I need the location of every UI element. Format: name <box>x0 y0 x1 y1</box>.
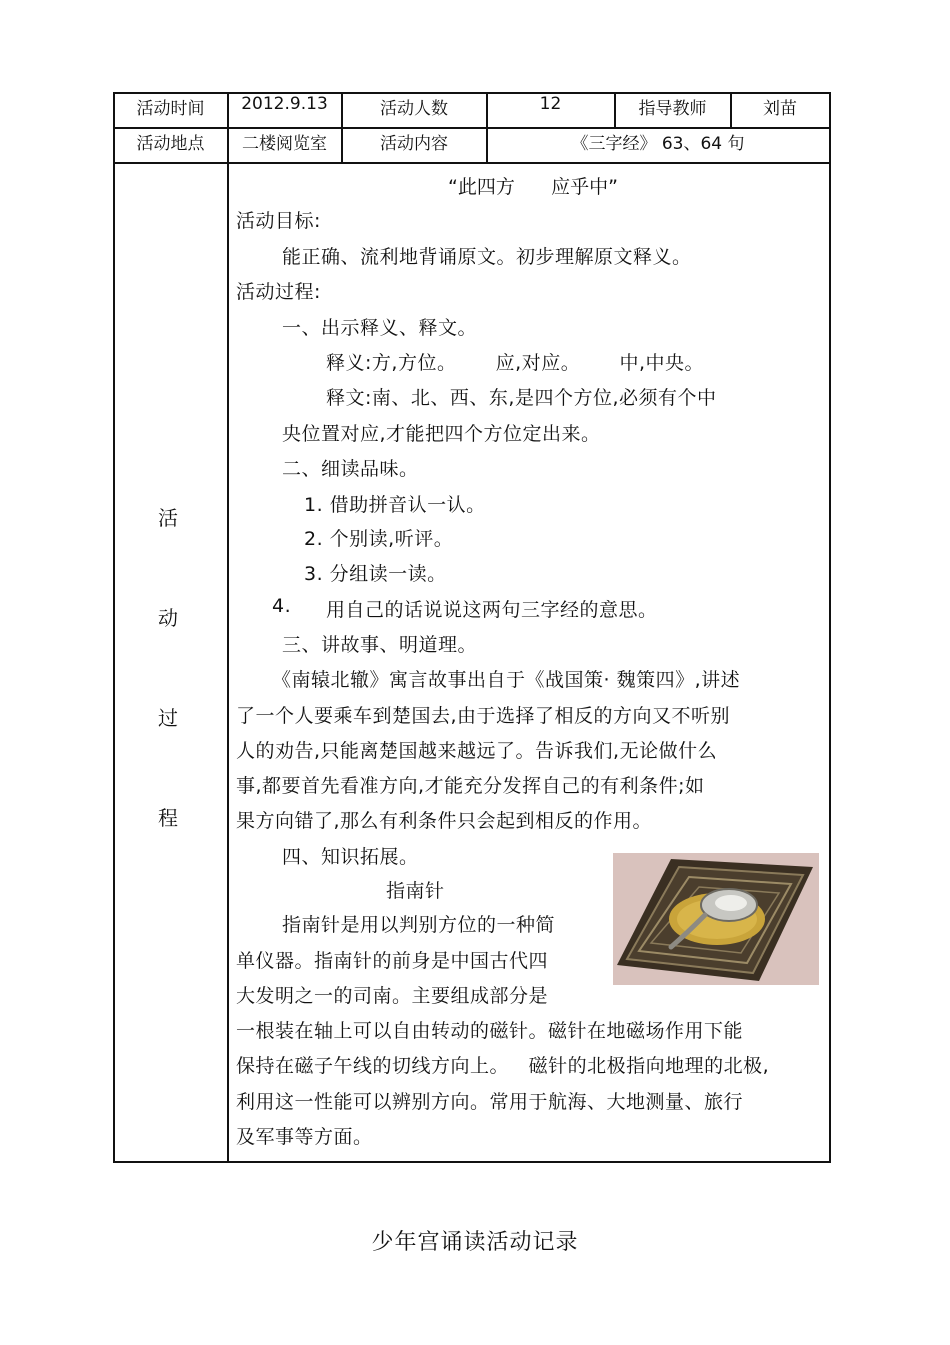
compass-line-5: 保持在磁子午线的切线方向上。 磁针的北极指向地理的北极, <box>236 1055 770 1077</box>
activity-content-value: 《三字经》 63、64 句 <box>571 134 745 154</box>
story-line-5: 果方向错了,那么有利条件只会起到相反的作用。 <box>236 810 653 832</box>
story-line-3: 人的劝告,只能离楚国越来越远了。告诉我们,无论做什么 <box>236 740 718 762</box>
activity-content-label: 活动内容 <box>380 134 448 154</box>
compass-line-3: 大发明之一的司南。主要组成部分是 <box>236 985 549 1007</box>
goal-text: 能正确、流利地背诵原文。初步理解原文释义。 <box>282 246 692 268</box>
teacher-value: 刘苗 <box>763 99 797 119</box>
side-label-char-4: 程 <box>158 806 178 830</box>
table-border-left <box>113 92 115 1163</box>
explanation-line-2: 央位置对应,才能把四个方位定出来。 <box>282 423 601 445</box>
compass-line-2: 单仪器。指南针的前身是中国古代四 <box>236 950 549 972</box>
compass-line-1: 指南针是用以判别方位的一种简 <box>282 914 556 936</box>
activity-place-label: 活动地点 <box>136 134 205 154</box>
step-1-heading: 一、出示释义、释文。 <box>282 317 478 339</box>
compass-line-7: 及军事等方面。 <box>236 1126 373 1148</box>
activity-time-label: 活动时间 <box>136 99 205 119</box>
table-border-bottom <box>113 1161 831 1163</box>
teacher-label: 指导教师 <box>638 99 707 119</box>
side-label-char-1: 活 <box>158 506 178 530</box>
process-label: 活动过程: <box>236 281 321 303</box>
compass-image <box>613 853 819 985</box>
step-2-item-4-text: 用自己的话说说这两句三字经的意思。 <box>326 599 658 621</box>
table-border-row2 <box>113 162 831 164</box>
compass-line-4: 一根装在轴上可以自由转动的磁针。磁针在地磁场作用下能 <box>236 1020 744 1042</box>
story-line-4: 事,都要首先看准方向,才能充分发挥自己的有利条件;如 <box>236 775 705 797</box>
goal-label: 活动目标: <box>236 210 321 232</box>
activity-time-value: 2012.9.13 <box>241 94 328 114</box>
compass-line-6: 利用这一性能可以辨别方向。常用于航海、大地测量、旅行 <box>236 1091 744 1113</box>
step-3-heading: 三、讲故事、明道理。 <box>282 634 478 656</box>
step-2-item-3: 3. 分组读一读。 <box>304 563 447 585</box>
table-border-right <box>829 92 831 1163</box>
step-2-item-1: 1. 借助拼音认一认。 <box>304 494 486 516</box>
footer-title: 少年宫诵读活动记录 <box>371 1230 579 1255</box>
step-2-heading: 二、细读品味。 <box>282 458 419 480</box>
meaning-line: 释义:方,方位。 应,对应。 中,中央。 <box>326 352 704 374</box>
story-line-1: 《南辕北辙》寓言故事出自于《战国策· 魏策四》,讲述 <box>272 669 741 691</box>
side-label-char-3: 过 <box>158 706 178 730</box>
step-2-item-4-number: 4. <box>272 595 292 617</box>
participant-count-value: 12 <box>539 94 562 114</box>
step-2-item-2: 2. 个别读,听评。 <box>304 528 454 550</box>
story-line-2: 了一个人要乘车到楚国去,由于选择了相反的方向又不听别 <box>236 705 731 727</box>
explanation-line-1: 释文:南、北、西、东,是四个方位,必须有个中 <box>326 387 717 409</box>
section-title: “此四方 应乎中” <box>448 176 618 198</box>
step-4-heading: 四、知识拓展。 <box>282 846 419 868</box>
participant-count-label: 活动人数 <box>380 99 448 119</box>
table-divider-col1 <box>227 92 229 1163</box>
side-label-char-2: 动 <box>158 606 178 630</box>
activity-place-value: 二楼阅览室 <box>242 134 327 154</box>
compass-title: 指南针 <box>386 880 445 902</box>
